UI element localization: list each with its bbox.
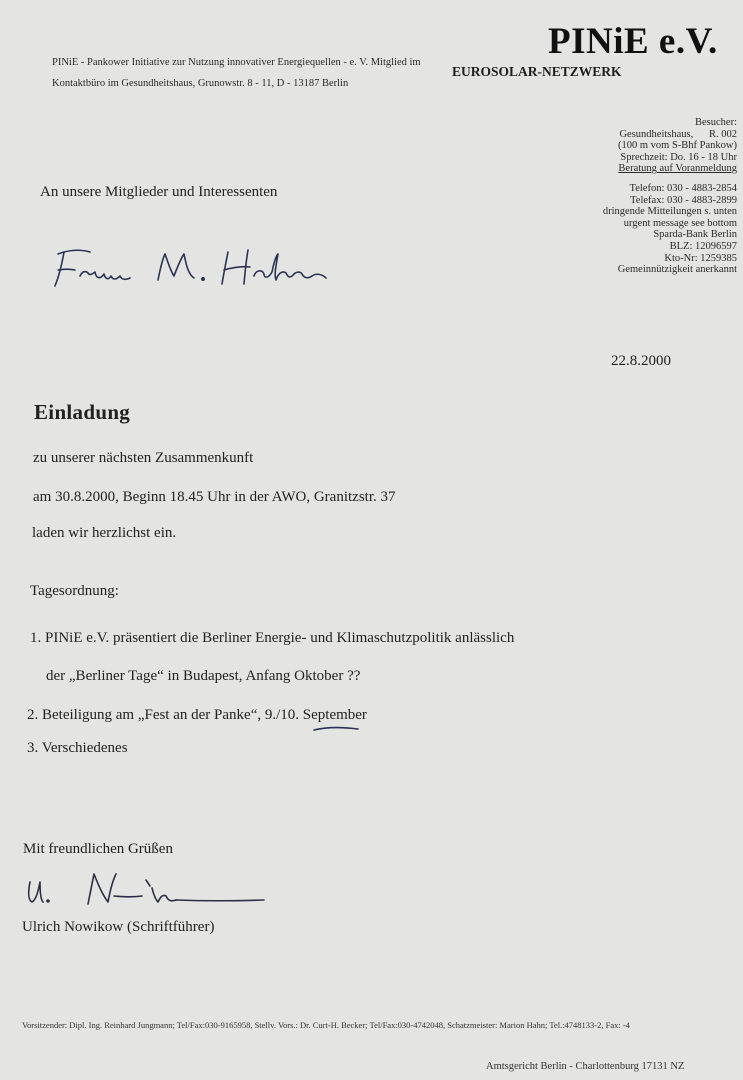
agenda-title: Tagesordnung: [30, 583, 119, 599]
organization-title: PINiE e.V. [548, 21, 718, 62]
urgent-note-en: urgent message see bottom [623, 217, 737, 229]
network-name: EUROSOLAR-NETZWERK [452, 64, 622, 79]
handwritten-addressee [50, 240, 340, 300]
agenda-item-1-continued: der „Berliner Tage“ in Budapest, Anfang Oktober ?? [46, 668, 361, 684]
body-line-3: laden wir herzlichst ein. [32, 525, 177, 541]
visitor-room: Gesundheitshaus, R. 002 [619, 128, 737, 140]
handwritten-underline [312, 724, 362, 734]
visitor-station: (100 m vom S-Bhf Pankow) [618, 140, 737, 152]
body-line-1: zu unserer nächsten Zusammenkunft [33, 450, 254, 466]
footer-board-line: Vorsitzender: Dipl. Ing. Reinhard Jungmann; Tel/Fax:030-9165958, Stellv. Vors.: Dr. Curt-H. Becker; Tel/Fax:030-4742048, Schatzmeister: Marion Hahn; Tel.:4748133-2, Fax: -4 [22, 1020, 630, 1030]
body-line-2: am 30.8.2000, Beginn 18.45 Uhr in der AWO, Granitzstr. 37 [33, 489, 396, 505]
account-number: Kto-Nr: 1259385 [664, 252, 737, 264]
bank-code: BLZ: 12096597 [669, 240, 737, 252]
letter-heading: Einladung [34, 400, 131, 424]
urgent-note-de: dringende Mitteilungen s. unten [602, 206, 737, 218]
agenda-item-1: 1. PINiE e.V. präsentiert die Berliner Energie- und Klimaschutzpolitik anlässlich [30, 630, 515, 646]
fax-number: Telefax: 030 - 4883-2899 [630, 194, 737, 206]
footer-court-line: Amtsgericht Berlin - Charlottenburg 17131 NZ [486, 1061, 685, 1072]
agenda-item-2: 2. Beteiligung am „Fest an der Panke“, 9./10. September [27, 707, 367, 723]
signature [24, 866, 274, 912]
signatory-name: Ulrich Nowikow (Schriftführer) [22, 919, 215, 935]
closing-line: Mit freundlichen Grüßen [23, 841, 173, 857]
nonprofit-status: Gemeinnützigkeit anerkannt [617, 264, 737, 276]
agenda-item-3: 3. Verschiedenes [27, 740, 128, 756]
letter-date: 22.8.2000 [611, 353, 671, 369]
contact-info-block [572, 117, 737, 276]
phone-number: Telefon: 030 - 4883-2854 [629, 182, 737, 194]
letterhead-line-1: PINiE - Pankower Initiative zur Nutzung innovativer Energiequellen - e. V. Mitglied im [52, 57, 421, 68]
office-hours: Sprechzeit: Do. 16 - 18 Uhr [620, 151, 737, 163]
visitor-label: Besucher: [695, 117, 737, 128]
consultation-note: Beratung auf Voranmeldung [618, 163, 737, 175]
letterhead-line-2: Kontaktbüro im Gesundheitshaus, Grunowstr. 8 - 11, D - 13187 Berlin [52, 78, 349, 89]
recipient-line: An unsere Mitglieder und Interessenten [40, 184, 278, 200]
bank-name: Sparda-Bank Berlin [653, 229, 737, 241]
